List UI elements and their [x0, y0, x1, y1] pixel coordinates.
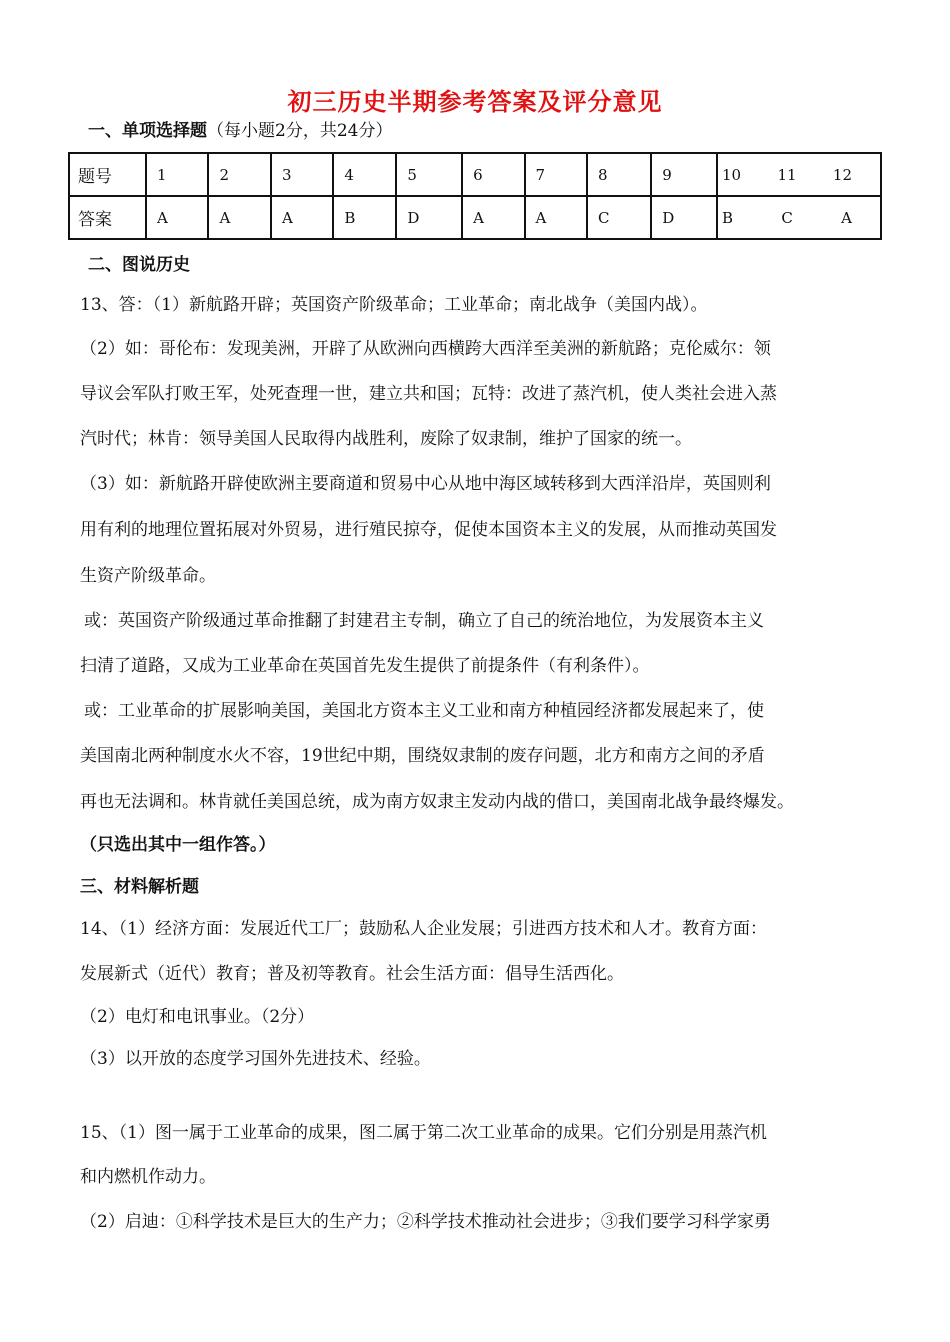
number-cell: 3: [271, 153, 333, 196]
answer-14-line-2: 发展新式（近代）教育；普及初等教育。社会生活方面：倡导生活西化。: [80, 964, 624, 984]
answer-table: [68, 152, 882, 240]
answer-13-line-1: 13、答：（1）新航路开辟；英国资产阶级革命；工业革命；南北战争（美国内战）。: [80, 295, 708, 315]
number-cell: 12: [832, 165, 852, 184]
number-cell: 2: [208, 153, 270, 196]
answer-13-line-5: （3）如：新航路开辟使欧洲主要商道和贸易中心从地中海区域转移到大西洋沿岸，英国则利: [80, 474, 771, 494]
answer-13-alt1-line-1: 或：英国资产阶级通过革命推翻了封建君主专制，确立了自己的统治地位，为发展资本主义: [84, 611, 764, 631]
answer-cell: A: [462, 196, 524, 239]
number-cell: 5: [396, 153, 462, 196]
number-row: [69, 153, 881, 196]
number-cell: 11: [777, 165, 797, 184]
answer-cell: A: [525, 196, 587, 239]
number-cell: 6: [462, 153, 524, 196]
answer-13-alt2-line-1: 或：工业革命的扩展影响美国，美国北方资本主义工业和南方种植园经济都发展起来了，使: [84, 701, 764, 721]
answer-13-alt2-line-3: 再也无法调和。林肯就任美国总统，成为南方奴隶主发动内战的借口，美国南北战争最终爆发。: [80, 792, 794, 812]
answer-cell: A: [271, 196, 333, 239]
number-cell: 7: [525, 153, 587, 196]
number-cell: 10: [722, 165, 742, 184]
number-cell: 1: [146, 153, 208, 196]
answer-cell: A: [208, 196, 270, 239]
answer-cell-group: [717, 196, 881, 239]
answer-14-line-1: 14、（1）经济方面：发展近代工厂；鼓励私人企业发展；引进西方技术和人才。教育方面：: [80, 919, 767, 939]
answer-15-line-2: 和内燃机作动力。: [80, 1167, 216, 1187]
answer-cell: B: [722, 208, 734, 227]
row-label-number: 题号: [69, 153, 146, 196]
answer-cell: D: [396, 196, 462, 239]
answer-15-line-1: 15、（1）图一属于工业革命的成果，图二属于第二次工业革命的成果。它们分别是用蒸汽机: [80, 1123, 767, 1143]
number-cell: 9: [651, 153, 717, 196]
answer-13-line-6: 用有利的地理位置拓展对外贸易，进行殖民掠夺，促使本国资本主义的发展，从而推动英国发: [80, 520, 777, 540]
section-3-heading: 三、材料解析题: [80, 877, 199, 897]
answer-cell: A: [841, 208, 852, 227]
section-1-title: 一、单项选择题: [88, 121, 207, 141]
answer-cell: B: [333, 196, 396, 239]
section-1-heading: [88, 116, 392, 141]
answer-14-line-4: （3）以开放的态度学习国外先进技术、经验。: [80, 1049, 431, 1069]
answer-13-line-2: （2）如：哥伦布：发现美洲，开辟了从欧洲向西横跨大西洋至美洲的新航路；克伦威尔：领: [80, 339, 771, 359]
number-cell: 4: [333, 153, 396, 196]
number-cell: 8: [587, 153, 651, 196]
answer-row: [69, 196, 881, 239]
answer-13-line-3: 导议会军队打败王军，处死查理一世，建立共和国；瓦特：改进了蒸汽机，使人类社会进入蒸: [80, 384, 777, 404]
row-label-answer: 答案: [69, 196, 146, 239]
answer-13-line-4: 汽时代；林肯：领导美国人民取得内战胜利，废除了奴隶制，维护了国家的统一。: [80, 429, 692, 449]
section-1-note: （每小题2分，共24分）: [207, 121, 393, 141]
answer-13-alt1-line-2: 扫清了道路，又成为工业革命在英国首先发生提供了前提条件（有利条件）。: [80, 656, 650, 676]
section-2-heading: 二、图说历史: [88, 255, 190, 275]
document-title: 初三历史半期参考答案及评分意见: [287, 88, 663, 116]
answer-cell: D: [651, 196, 717, 239]
answer-cell: C: [781, 208, 793, 227]
number-cell-group: [717, 153, 881, 196]
answer-cell: C: [587, 196, 651, 239]
answer-cell: A: [146, 196, 208, 239]
answer-15-line-3: （2）启迪：①科学技术是巨大的生产力；②科学技术推动社会进步；③我们要学习科学家勇: [80, 1212, 771, 1232]
answer-13-instruction: （只选出其中一组作答。）: [80, 835, 276, 855]
answer-14-line-3: （2）电灯和电讯事业。（2分）: [80, 1007, 315, 1027]
answer-13-line-7: 生资产阶级革命。: [80, 566, 216, 586]
answer-13-alt2-line-2: 美国南北两种制度水火不容，19世纪中期，围绕奴隶制的废存问题，北方和南方之间的矛盾: [80, 746, 765, 766]
